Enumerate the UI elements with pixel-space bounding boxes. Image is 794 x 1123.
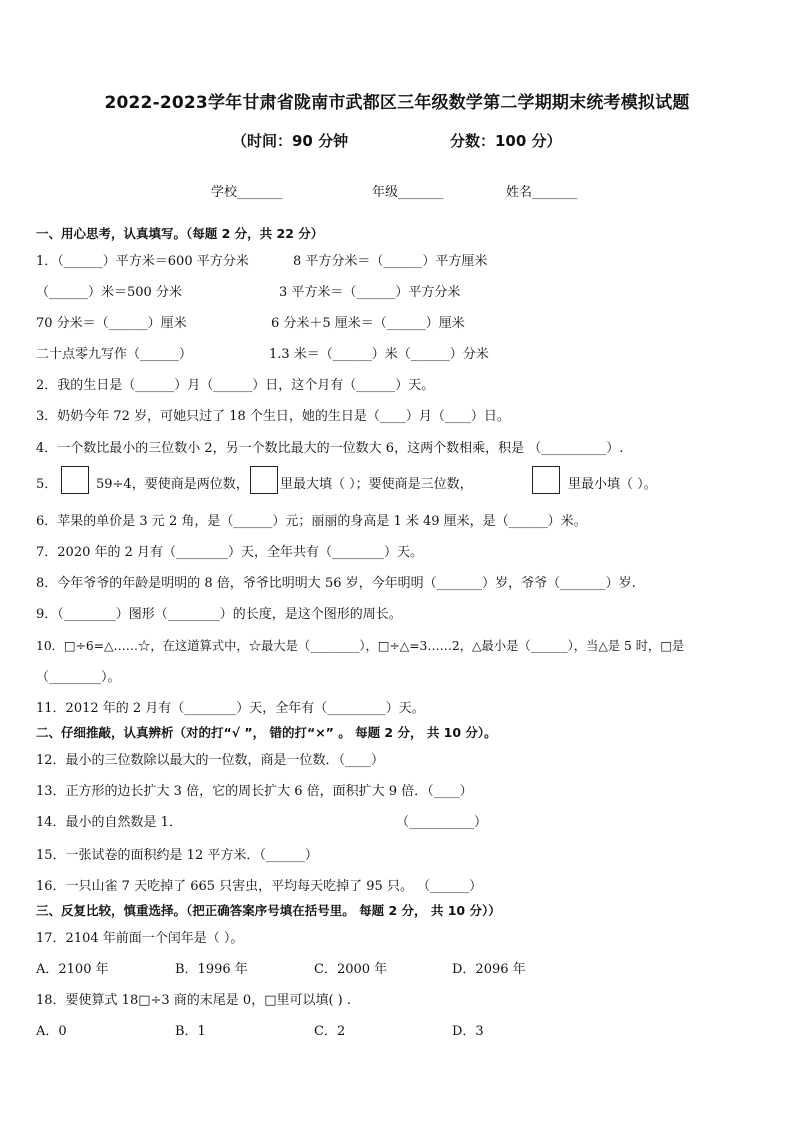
- question-5-part-a: 59÷4，要使商是两位数，: [96, 477, 249, 492]
- q1-row3-left: 70 分米＝（______）厘米: [36, 316, 187, 331]
- question-18: 18．要使算式 18□÷3 商的末尾是 0，□里可以填( ) .: [36, 993, 352, 1008]
- question-9: 9．（________）图形（________）的长度，是这个图形的周长。: [36, 607, 402, 622]
- section-1-heading: 一、用心思考，认真填写。（每题 2 分，共 22 分）: [36, 226, 324, 241]
- question-12: 12．最小的三位数除以最大的一位数，商是一位数．（____）: [36, 753, 385, 768]
- section-2-heading: 二、仔细推敲，认真辨析（对的打“√ ”， 错的打“×” 。 每题 2 分， 共 10 分）。: [36, 725, 497, 740]
- q1-row4-left: 二十点零九写作（______）: [36, 347, 193, 362]
- question-14: 14．最小的自然数是 1．: [36, 815, 182, 830]
- q1-row1-left: 1．（______）平方米＝600 平方分米: [36, 254, 249, 269]
- answer-box: [532, 466, 560, 494]
- question-17-option-a: A．2100 年: [36, 962, 109, 977]
- q1-row3-right: 6 分米＋5 厘米＝（______）厘米: [271, 316, 465, 331]
- question-2: 2．我的生日是（______）月（______）日，这个月有（______）天。: [36, 378, 435, 393]
- question-14-answer: （__________）: [396, 815, 488, 830]
- question-10: 10．□÷6=△……☆，在这道算式中，☆最大是（________），□÷△=3……2，△最小是（______），当△是 5 时，□是: [36, 639, 685, 653]
- question-4: 4．一个数比最小的三位数小 2，另一个数比最大的一位数大 6，这两个数相乘，积是 （__________）.: [36, 441, 624, 456]
- question-5-part-c: 里最小填（ ）。: [568, 477, 657, 492]
- question-7: 7．2020 年的 2 月有（________）天，全年共有（________）天。: [36, 545, 424, 560]
- question-17-option-b: B．1996 年: [175, 962, 248, 977]
- q1-row1-right: 8 平方分米＝（______）平方厘米: [293, 254, 488, 269]
- q1-row4-right: 1.3 米＝（______）米（______）分米: [269, 347, 489, 362]
- question-5-number: 5．: [36, 477, 58, 492]
- section-3-heading: 三、反复比较，慎重选择。（把正确答案序号填在括号里。 每题 2 分， 共 10 分））: [36, 903, 501, 918]
- question-18-option-a: A．0: [36, 1024, 67, 1039]
- exam-score: 分数：100 分）: [450, 132, 562, 150]
- q1-row2-right: 3 平方米＝（______）平方分米: [279, 285, 461, 300]
- question-17-option-c: C．2000 年: [314, 962, 388, 977]
- name-field: 姓名_______: [506, 185, 578, 200]
- q1-row2-left: （______）米＝500 分米: [36, 285, 182, 300]
- page-title: 2022-2023学年甘肃省陇南市武都区三年级数学第二学期期末统考模拟试题: [104, 93, 690, 113]
- question-16: 16．一只山雀 7 天吃掉了 665 只害虫，平均每天吃掉了 95 只。 （______）: [36, 879, 483, 894]
- question-15: 15．一张试卷的面积约是 12 平方米．（______）: [36, 848, 318, 863]
- question-17: 17．2104 年前面一个闰年是（ ）。: [36, 931, 244, 946]
- exam-time: （时间：90 分钟: [232, 132, 349, 150]
- school-field: 学校_______: [211, 185, 283, 200]
- question-18-option-c: C．2: [314, 1024, 346, 1039]
- question-18-option-b: B．1: [175, 1024, 206, 1039]
- question-11: 11．2012 年的 2 月有（________）天，全年有（_________）天。: [36, 701, 425, 716]
- answer-box: [61, 466, 89, 494]
- question-17-option-d: D．2096 年: [452, 962, 526, 977]
- question-5-part-b: 里最大填（ ）；要使商是三位数，: [280, 477, 473, 492]
- question-10-continued: （________）。: [36, 670, 121, 685]
- question-6: 6．苹果的单价是 3 元 2 角，是（______）元；丽丽的身高是 1 米 49 厘米，是（______）米。: [36, 514, 587, 529]
- question-13: 13．正方形的边长扩大 3 倍，它的周长扩大 6 倍，面积扩大 9 倍．（____）: [36, 784, 473, 799]
- question-8: 8．今年爷爷的年龄是明明的 8 倍，爷爷比明明大 56 岁，今年明明（_______）岁，爷爷（_______）岁.: [36, 576, 636, 591]
- grade-field: 年级_______: [372, 185, 444, 200]
- answer-box: [250, 466, 278, 494]
- question-18-option-d: D．3: [452, 1024, 484, 1039]
- question-3: 3．奶奶今年 72 岁，可她只过了 18 个生日，她的生日是（____）月（____）日。: [36, 409, 510, 424]
